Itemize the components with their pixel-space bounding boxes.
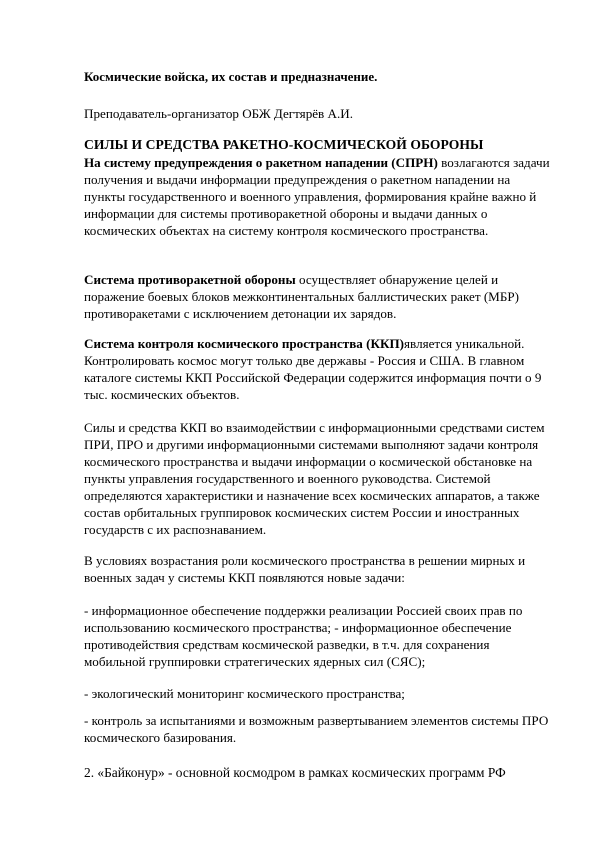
paragraph-kkp-text: является уникальной. Контролировать космос могут только две державы - Россия и США. В главном каталоге системы ККП Российской Федерации содержится информация почти о 9 тыс. космических объектов. bbox=[84, 336, 542, 402]
document-title: Космические войска, их состав и предназначение. bbox=[84, 69, 378, 84]
paragraph-sprn-text: возлагаются задачи получения и выдачи информации предупреждения о ракетном нападении на пункты государственного и военного управления, формирования крайне важно й информации для системы противоракетной обороны и выдачи данных о космических объектах на систему контроля космического пространства. bbox=[84, 155, 550, 238]
paragraph-kkp-forces: Силы и средства ККП во взаимодействии с информационными средствами систем ПРИ, ПРО и другими информационными системами выполняют задачи контроля космического пространства и выдачи информации о космической обстановке на пункты управления государственного и военного руководства. Системой определяются характеристики и назначение всех космических аппаратов, а также состав орбитальных группировок космических систем России и иностранных государств с их распознаванием. bbox=[84, 420, 545, 537]
paragraph-pro-term: Система противоракетной обороны bbox=[84, 272, 296, 287]
paragraph-baikonur: 2. «Байконур» - основной космодром в рамках космических программ РФ bbox=[84, 765, 506, 780]
list-item-information-support: - информационное обеспечение поддержки реализации Россией своих прав по использованию космического пространства; - информационное обеспечение противодействия средствам космической разведки, в т.ч. для сохранения мобильной группировки стратегических ядерных сил (СЯС); bbox=[84, 603, 523, 669]
paragraph-kkp bbox=[84, 335, 554, 403]
paragraph-pro-text: осуществляет обнаружение целей и поражение боевых блоков межконтинентальных баллистических ракет (МБР) противоракетами с исключением детонации их зарядов. bbox=[84, 272, 519, 321]
section-heading: СИЛЫ И СРЕДСТВА РАКЕТНО-КОСМИЧЕСКОЙ ОБОРОНЫ bbox=[84, 137, 484, 152]
paragraph-kkp-term: Система контроля космического пространства (ККП) bbox=[84, 336, 405, 351]
list-item-ecological-monitoring: - экологический мониторинг космического пространства; bbox=[84, 686, 405, 701]
paragraph-sprn-term: На систему предупреждения о ракетном нападении (СПРН) bbox=[84, 155, 438, 170]
paragraph-new-tasks: В условиях возрастания роли космического пространства в решении мирных и военных задач у системы ККП появляются новые задачи: bbox=[84, 553, 526, 585]
list-item-testing-control: - контроль за испытаниями и возможным развертыванием элементов системы ПРО космического базирования. bbox=[84, 713, 549, 745]
paragraph-pro bbox=[84, 271, 554, 322]
paragraph-sprn bbox=[84, 154, 554, 239]
teacher-line: Преподаватель-организатор ОБЖ Дегтярёв А.И. bbox=[84, 106, 353, 121]
